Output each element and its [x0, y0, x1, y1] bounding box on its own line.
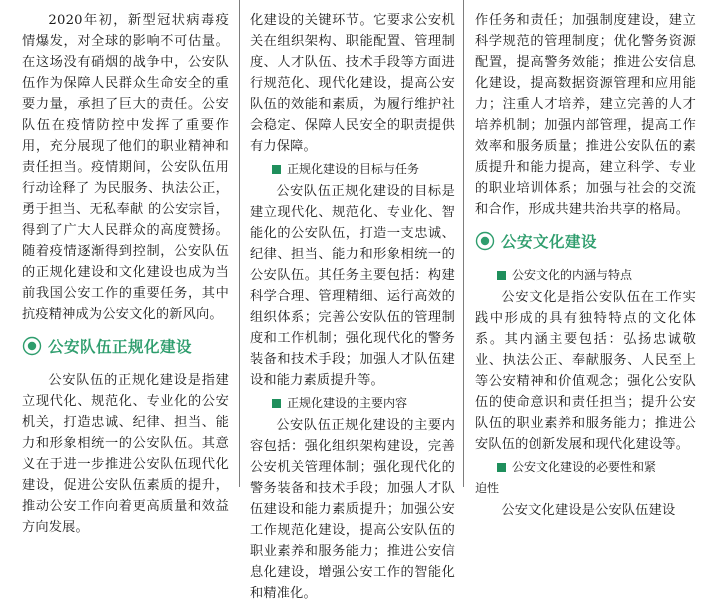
paragraph: 公安文化是指公安队伍在工作实践中形成的具有独特特点的文化体系。其内涵主要包括：弘扬忠诚敬业、执法公正、奉献服务、人民至上等公安精神和价值观念；强化公安队伍的使命意识和责任担当；提升公安队伍的职业素养和服务能力；推进公安队伍的创新发展和现代化建设等。 — [475, 290, 696, 452]
paragraph: 公安队伍的正规化建设是指建立现代化、规范化、专业化的公安机关，打造忠诚、纪律、担当、能力和形象相统一的公安队伍。其意义在于进一步推进公安队伍现代化建设，促进公安队伍素质的提升，推动公安工作向着更高质量和效益方向发展。 — [22, 373, 229, 535]
subsection-title: 公安文化的内涵与特点 — [512, 268, 633, 282]
paragraph: 公安队伍正规化建设的主要内容包括：强化组织架构建设，完善公安机关管理体制；强化现代化的警务装备和技术手段；加强人才队伍建设和能力素质提升；加强公安工作规范化建设，提高公安队伍的职业素养和服务能力；推进公安信息化建设，增强公安工作的智能化和精准化。 — [250, 418, 455, 601]
paragraph: 作任务和责任；加强制度建设，建立科学规范的管理制度；优化警务资源配置，提高警务效能；推进公安信息化建设，提高数据资源管理和应用能力；注重人才培养，建立完善的人才培养机制；加强内部管理，提高工作效率和服务质量；推进公安队伍的素质提升和能力提高，建立科学、专业的职业培训体系；加强与社会的交流和合作，形成共建共治共享的格局。 — [475, 13, 696, 217]
paragraph: 公安队伍正规化建设的目标是建立现代化、规范化、专业化、智能化的公安队伍，打造一支忠诚、纪律、担当、能力和形象相统一的公安队伍。其任务主要包括：构建科学合理、管理精细、运行高效的组织体系；完善公安队伍的管理制度和工作机制；强化现代化的警务装备和技术手段；加强人才队伍建设和能力素质提升等。 — [250, 184, 455, 388]
green-square-icon — [272, 165, 281, 174]
section-heading — [22, 328, 229, 364]
green-square-icon — [497, 271, 506, 280]
column-divider — [239, 0, 240, 487]
subsection-heading — [250, 393, 455, 414]
section-heading — [475, 223, 696, 259]
subsection-title: 公安文化建设的必要性和紧 — [512, 460, 657, 474]
section-title: 公安队伍正规化建设 — [48, 338, 193, 356]
subsection-title-continued: 迫性 — [475, 481, 500, 495]
green-square-icon — [497, 463, 506, 472]
subsection-title: 正规化建设的目标与任务 — [287, 162, 420, 176]
target-ring-icon — [475, 231, 495, 251]
green-square-icon — [272, 399, 281, 408]
column-1 — [22, 10, 229, 538]
paragraph: 化建设的关键环节。它要求公安机关在组织架构、职能配置、管理制度、人才队伍、技术手段等方面进行规范化、现代化建设，提高公安队伍的效能和素质，为履行维护社会稳定、保障人民安全的职责提供有力保障。 — [250, 13, 455, 154]
section-title: 公安文化建设 — [501, 233, 598, 251]
subsection-heading — [475, 457, 696, 499]
paragraph: 公安文化建设是公安队伍建设 — [501, 503, 676, 518]
column-3 — [475, 10, 696, 521]
subsection-heading — [475, 265, 696, 286]
subsection-heading — [250, 159, 455, 180]
column-divider — [463, 0, 464, 487]
subsection-title: 正规化建设的主要内容 — [287, 396, 408, 410]
target-ring-icon — [22, 336, 42, 356]
column-2 — [250, 10, 455, 604]
paragraph: 2020年初，新型冠状病毒疫情爆发，对全球的影响不可估量。在这场没有硝烟的战争中，公安队伍作为保障人民群众生命安全的重要力量，承担了巨大的责任。公安队伍在疫情防控中发挥了重要作用，充分展现了他们的职业精神和责任担当。疫情期间，公安队伍用行动诠释了 为民服务、执法公正，勇于担当、无私奉献 的公安宗旨，得到了广大人民群众的高度赞扬。随着疫情逐渐得到控制，公安队伍的正规化建设和文化建设也成为当前我国公安工作的重要任务，其中抗疫精神成为公安文化的新风向。 — [22, 13, 229, 322]
